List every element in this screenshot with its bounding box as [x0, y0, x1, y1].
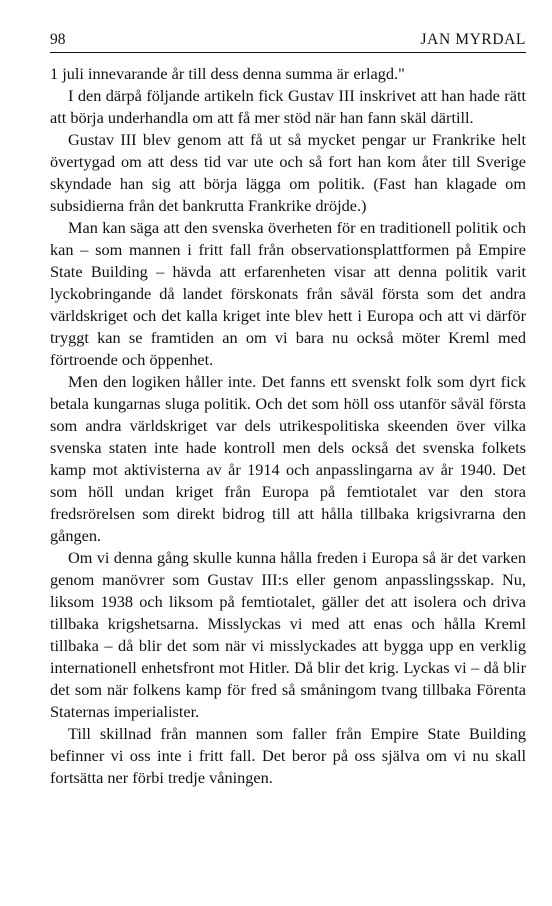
paragraph-1: 1 juli innevarande år till dess denna summa är erlagd."	[50, 64, 405, 83]
book-page	[50, 30, 526, 789]
paragraph-5: Men den logiken håller inte. Det fanns ett svenskt folk som dyrt fick betala kungarnas sluga politik. Och det som höll oss utanför såväl första som andra världskriget var dels utrikespolitiska skeenden över vilka svenska staten inte hade kontroll men dels också det svenska folkets kamp mot aktivisterna av år 1914 och anpasslingarna av år 1940. Det som höll undan kriget från Europa på femtiotalet var den stora fredsrörelsen som direkt bidrog till att hålla tillbaka krigsivrarna den gången.	[50, 372, 526, 545]
running-header-author: JAN MYRDAL	[420, 31, 526, 48]
page-number: 98	[50, 31, 66, 48]
running-header	[50, 30, 526, 53]
paragraph-7: Till skillnad från mannen som faller från Empire State Building befinner vi oss inte i fritt fall. Det beror på oss själva om vi nu skall fortsätta ner förbi tredje våningen.	[50, 724, 526, 787]
paragraph-2: I den därpå följande artikeln fick Gustav III inskrivet att han hade rätt att börja underhandla om att få mer stöd när han fann skäl därtill.	[50, 86, 526, 127]
paragraph-3: Gustav III blev genom att få ut så mycket pengar ur Frankrike helt övertygad om att dess tid var ute och så fort han kom åter till Sverige skyndade han sig att börja lägga om politik. (Fast han klagade om subsidierna från det bankrutta Frankrike dröjde.)	[50, 130, 526, 215]
paragraph-6: Om vi denna gång skulle kunna hålla freden i Europa så är det varken genom manövrer som Gustav III:s eller genom anpasslingsskap. Nu, liksom 1938 och liksom på femtiotalet, gäller det att isolera och driva tillbaka krigshetsarna. Misslyckas vi med att enas och hålla Kreml tillbaka – då blir det som när vi misslyckades att bygga upp en verklig internationell enhetsfront mot Hitler. Då blir det krig. Lyckas vi – då blir det som när folkens kamp för fred så småningom tvang tillbaka Förenta Staternas imperialister.	[50, 548, 526, 721]
paragraph-4: Man kan säga att den svenska överheten för en traditionell politik och kan – som mannen i fritt fall från observationsplattformen på Empire State Building – hävda att erfarenheten visar att denna politik varit lyckobringande då landet förskonats från såväl första som det andra världskriget och det kalla kriget inte blev hett i Europa och att vi därför tryggt kan se framtiden an om vi bara nu också möter Kreml med förtroende och öppenhet.	[50, 218, 526, 369]
body-text	[50, 63, 526, 789]
